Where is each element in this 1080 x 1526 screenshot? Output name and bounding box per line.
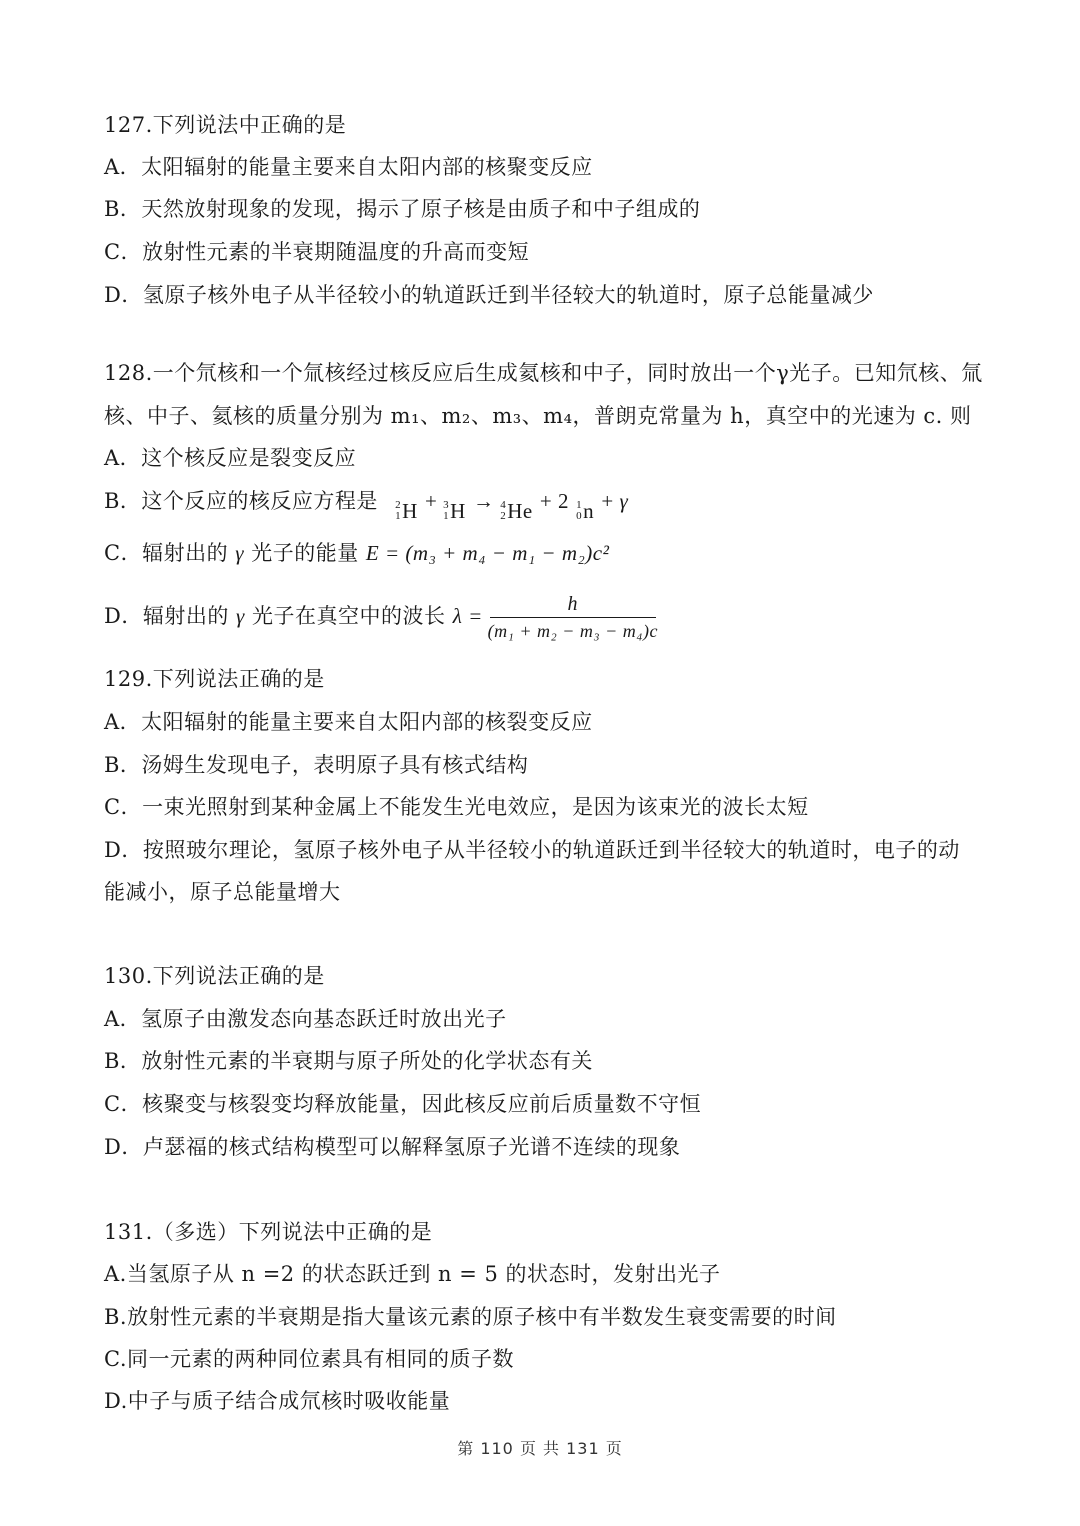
q128-stem-line1: 128.一个氘核和一个氚核经过核反应后生成氦核和中子，同时放出一个γ光子。已知氘核、氚 (104, 361, 983, 385)
q130-option-d: D．卢瑟福的核式结构模型可以解释氢原子光谱不连续的现象 (104, 1135, 681, 1159)
lambda-symbol: λ (452, 604, 463, 628)
q128-option-d-mid: 光子在真空中的波长 (252, 604, 446, 628)
q128-option-d: D．辐射出的 γ 光子在真空中的波长 λ = $\frac{h}{\text{(m₁ + m₂ − m₃ − m₄)c}}$ (104, 588, 658, 644)
neutron-symbol: 1 0 n (576, 499, 595, 523)
q131-stem: 131.（多选）下列说法中正确的是 (104, 1220, 433, 1244)
q130-option-b: B．放射性元素的半衰期与原子所处的化学状态有关 (104, 1049, 593, 1073)
nuclear-equation: 2 1 H + 3 1 H → 4 2 He + 2 1 0 n + γ (395, 489, 628, 513)
q131-option-a: A.当氢原子从 n =2 的状态跃迁到 n = 5 的状态时，发射出光子 (104, 1262, 721, 1286)
q130-option-c: C．核聚变与核裂变均释放能量，因此核反应前后质量数不守恒 (104, 1092, 702, 1116)
gamma-symbol: γ (235, 541, 245, 565)
q127-option-a: A．太阳辐射的能量主要来自太阳内部的核聚变反应 (104, 155, 593, 179)
q128-option-c-prefix: C．辐射出的 (104, 541, 229, 565)
gamma-symbol-d: γ (236, 604, 245, 628)
helium-symbol: 4 2 He (500, 499, 533, 523)
q130-option-a: A．氢原子由激发态向基态跃迁时放出光子 (104, 1007, 507, 1031)
q131-option-c: C.同一元素的两种同位素具有相同的质子数 (104, 1347, 514, 1371)
q128-stem-line2: 核、中子、氦核的质量分别为 m₁、m₂、m₃、m₄，普朗克常量为 h，真空中的光速为 c. 则 (104, 404, 972, 428)
q129-option-c: C．一束光照射到某种金属上不能发生光电效应，是因为该束光的波长太短 (104, 795, 809, 819)
q128-option-b (104, 486, 628, 526)
q128-option-c (104, 538, 609, 568)
q131-option-b: B.放射性元素的半衰期是指大量该元素的原子核中有半数发生衰变需要的时间 (104, 1305, 837, 1329)
q127-option-b: B．天然放射现象的发现，揭示了原子核是由质子和中子组成的 (104, 197, 701, 221)
wavelength-fraction (488, 591, 658, 644)
q128-option-b-text: B．这个反应的核反应方程是 (104, 489, 378, 513)
q128-option-a: A．这个核反应是裂变反应 (104, 446, 357, 470)
deuterium-symbol: 2 1 H (395, 499, 418, 523)
q129-option-b: B．汤姆生发现电子，表明原子具有核式结构 (104, 753, 529, 777)
q129-option-a: A．太阳辐射的能量主要来自太阳内部的核裂变反应 (104, 710, 593, 734)
fraction-denominator: (m₁ + m₂ − m₃ − m₄)c (487, 621, 659, 641)
q128-option-c-mid: 光子的能量 (251, 541, 359, 565)
q129-option-d-line1: D．按照玻尔理论，氢原子核外电子从半径较小的轨道跃迁到半径较大的轨道时，电子的动 (104, 838, 960, 862)
q131-option-d: D.中子与质子结合成氘核时吸收能量 (104, 1389, 451, 1413)
q127-option-c: C．放射性元素的半衰期随温度的升高而变短 (104, 240, 530, 264)
q130-stem: 130.下列说法正确的是 (104, 964, 325, 988)
page-number-footer: 第 110 页 共 131 页 (457, 1439, 623, 1458)
q127-stem: 127.下列说法中正确的是 (104, 113, 347, 137)
q128-option-d-prefix: D．辐射出的 (104, 604, 229, 628)
fraction-numerator: h (490, 591, 656, 618)
q127-option-d: D．氢原子核外电子从半径较小的轨道跃迁到半径较大的轨道时，原子总能量减少 (104, 283, 874, 307)
tritium-symbol: 3 1 H (443, 499, 466, 523)
q129-option-d-line2: 能减小，原子总能量增大 (104, 880, 341, 904)
energy-formula: E = (m₃ + m₄ − m₁ − m₂)c² (365, 541, 610, 565)
q129-stem: 129.下列说法正确的是 (104, 667, 325, 691)
